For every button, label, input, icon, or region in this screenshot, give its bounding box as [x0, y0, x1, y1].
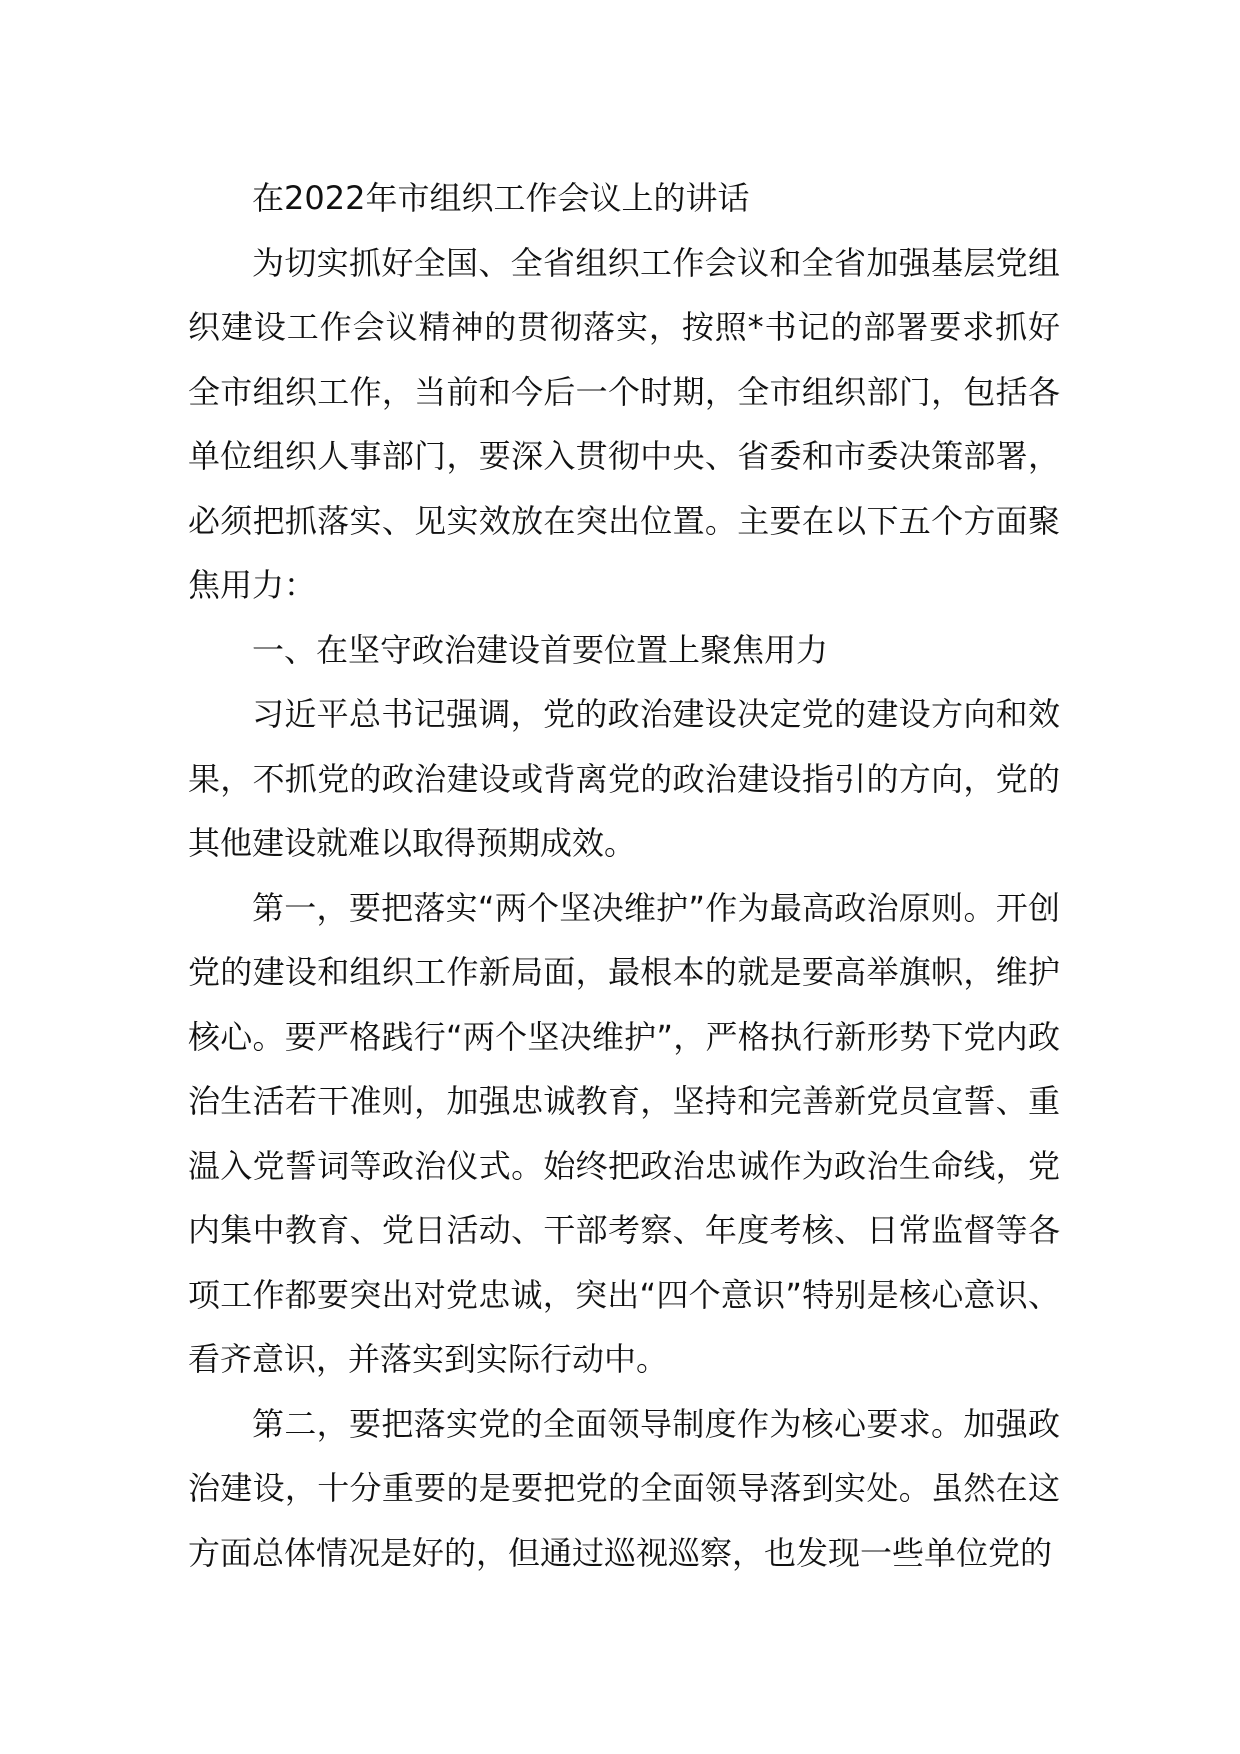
section-paragraph: 习近平总书记强调，党的政治建设决定党的建设方向和效果，不抓党的政治建设或背离党的政治建设指引的方向，党的其他建设就难以取得预期成效。 [188, 695, 1060, 862]
section-paragraph: 第一，要把落实“两个坚决维护”作为最高政治原则。开创党的建设和组织工作新局面，最根本的就是要高举旗帜，维护核心。要严格践行“两个坚决维护”，严格执行新形势下党内政治生活若干准则，加强忠诚教育，坚持和完善新党员宣誓、重温入党誓词等政治仪式。始终把政治忠诚作为政治生命线，党内集中教育、党日活动、干部考察、年度考核、日常监督等各项工作都要突出对党忠诚，突出“四个意识”特别是核心意识、看齐意识，并落实到实际行动中。 [188, 888, 1060, 1378]
section-heading: 一、在坚守政治建设首要位置上聚焦用力 [252, 630, 829, 669]
intro-paragraph: 为切实抓好全国、全省组织工作会议和全省加强基层党组织建设工作会议精神的贯彻落实，按照*书记的部署要求抓好全市组织工作，当前和今后一个时期，全市组织部门，包括各单位组织人事部门，要深入贯彻中央、省委和市委决策部署，必须把抓落实、见实效放在突出位置。主要在以下五个方面聚焦用力： [188, 243, 1060, 604]
document-title: 在2022年市组织工作会议上的讲话 [252, 179, 750, 217]
document-body [188, 166, 1060, 1585]
section-paragraph: 第二，要把落实党的全面领导制度作为核心要求。加强政治建设，十分重要的是要把党的全面领导落到实处。虽然在这方面总体情况是好的，但通过巡视巡察，也发现一些单位党的 [188, 1404, 1060, 1572]
